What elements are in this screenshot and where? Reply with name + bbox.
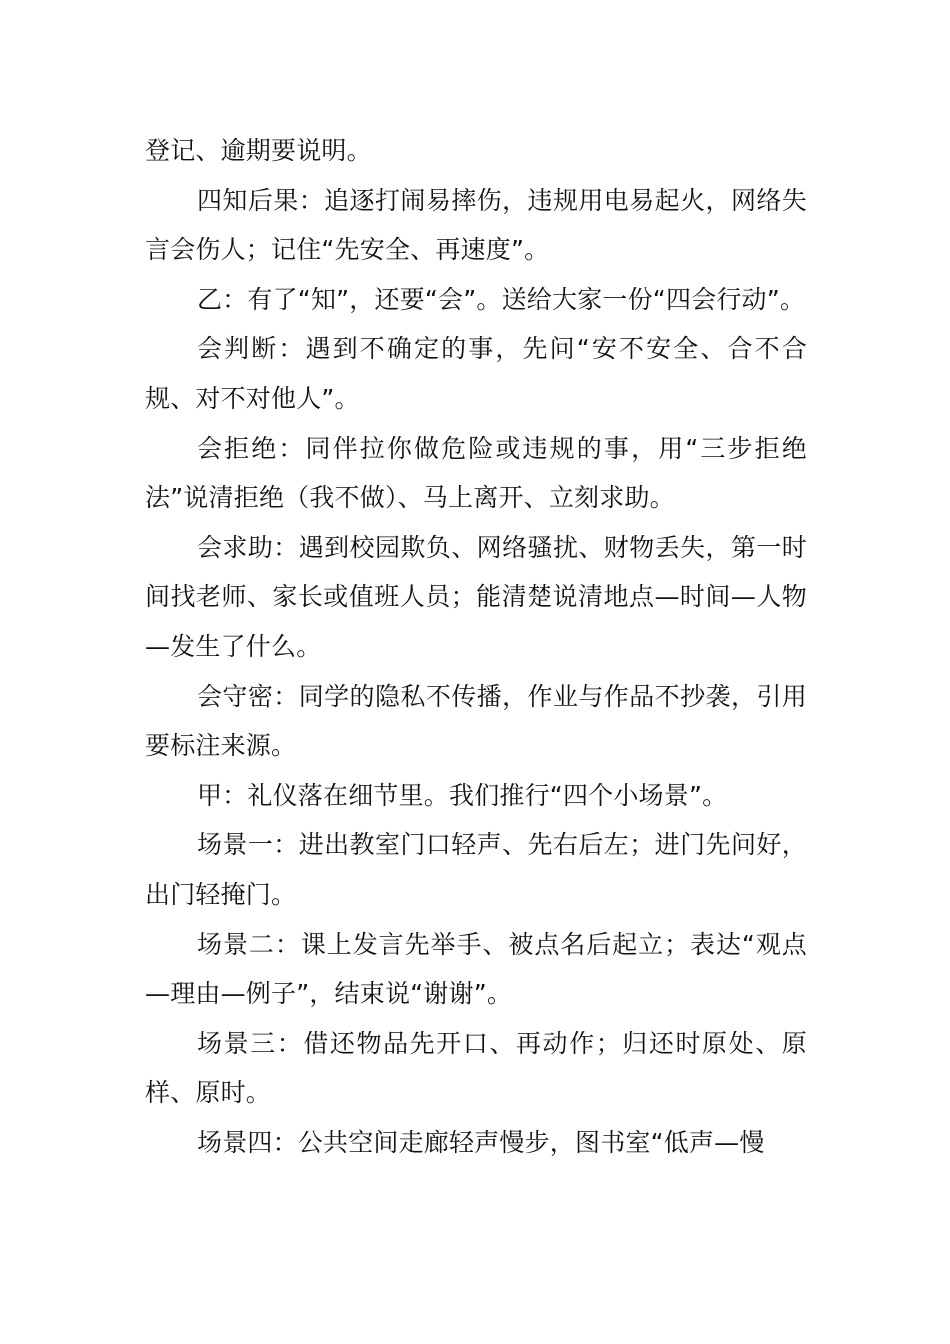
paragraph-1: 登记、逾期要说明。 (145, 136, 372, 165)
paragraph-8: 甲：礼仪落在细节里。我们推行“四个小场景”。 (197, 780, 728, 810)
paragraph-7: 会守密：同学的隐私不传播，作业与作品不抄袭，引用要标注来源。 (145, 681, 807, 761)
paragraph-5: 会拒绝：同伴拉你做危险或违规的事，用“三步拒绝法”说清拒绝（我不做）、马上离开、立刻求助。 (145, 433, 807, 513)
paragraph-6: 会求助：遇到校园欺负、网络骚扰、财物丢失，第一时间找老师、家长或值班人员；能清楚说清地点—时间—人物—发生了什么。 (145, 532, 807, 661)
paragraph-9: 场景一：进出教室门口轻声、先右后左；进门先问好，出门轻掩门。 (145, 830, 807, 909)
paragraph-10: 场景二：课上发言先举手、被点名后起立；表达“观点—理由—例子”，结束说“谢谢”。 (145, 929, 807, 1009)
paragraph-11: 场景三：借还物品先开口、再动作；归还时原处、原样、原时。 (145, 1028, 807, 1108)
paragraph-4: 会判断：遇到不确定的事，先问“安不安全、合不合规、对不对他人”。 (145, 334, 807, 413)
document-body (145, 126, 807, 1167)
paragraph-12: 场景四：公共空间走廊轻声慢步，图书室“低声—慢 (197, 1127, 765, 1157)
paragraph-2: 四知后果：追逐打闹易摔伤，违规用电易起火，网络失言会伤人；记住“先安全、再速度”。 (145, 185, 807, 265)
paragraph-3: 乙：有了“知”，还要“会”。送给大家一份“四会行动”。 (197, 284, 806, 314)
